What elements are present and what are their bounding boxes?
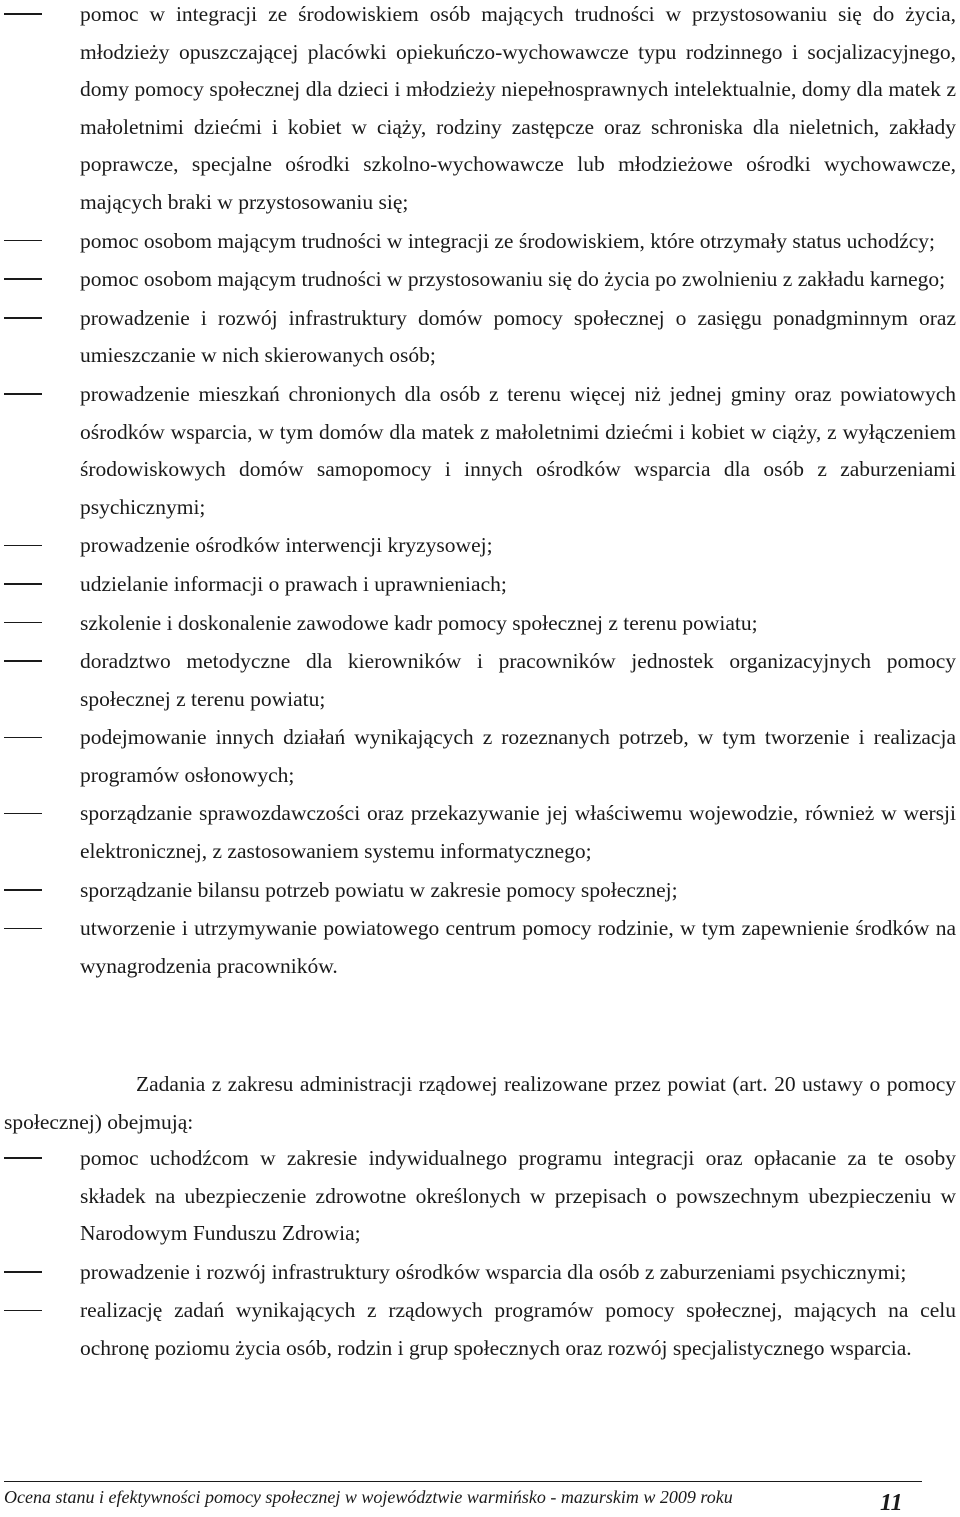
dash-bullet — [4, 795, 48, 833]
page-number: 11 — [880, 1490, 903, 1516]
list-item — [0, 643, 960, 718]
footer-title: Ocena stanu i efektywności pomocy społecznej w województwie warmińsko - mazurskim w 2009 roku — [4, 1487, 733, 1507]
list-item-text: realizację zadań wynikających z rządowych programów pomocy społecznej, mających na celu ochronę poziomu życia osób, rodzin i grup społecznych oraz rozwój specjalistycznego wsparcia. — [80, 1298, 956, 1360]
list-item — [0, 1292, 960, 1367]
dash-bullet — [4, 0, 48, 34]
dash-bullet — [4, 261, 48, 299]
list-item-text: podejmowanie innych działań wynikających z rozeznanych potrzeb, w tym tworzenie i realizacja programów osłonowych; — [80, 725, 956, 787]
list-item-text: sporządzanie sprawozdawczości oraz przekazywanie jej właściwemu wojewodzie, również w wersji elektronicznej, z zastosowaniem systemu informatycznego; — [80, 801, 956, 864]
list-item — [0, 261, 960, 299]
list-item-text: pomoc uchodźcom w zakresie indywidualnego programu integracji oraz opłacanie za te osoby składek na ubezpieczenie zdrowotne określonych w przepisach o powszechnym ubezpieczeniu w Narodowym Funduszu Zdrowia; — [80, 1146, 956, 1246]
list-item-text: pomoc osobom mającym trudności w przystosowaniu się do życia po zwolnieniu z zakładu karnego; — [80, 267, 946, 292]
list-item — [0, 376, 960, 526]
list-item-text: prowadzenie i rozwój infrastruktury domów pomocy społecznej o zasięgu ponadgminnym oraz umieszczanie w nich skierowanych osób; — [80, 305, 956, 368]
task-list-government — [0, 1140, 960, 1369]
dash-bullet — [4, 566, 48, 604]
list-item-text: sporządzanie bilansu potrzeb powiatu w zakresie pomocy społecznej; — [80, 877, 678, 902]
list-item-text: prowadzenie mieszkań chronionych dla osób z terenu więcej niż jednej gminy oraz powiatowych ośrodków wsparcia, w tym domów dla matek z małoletnimi dziećmi i kobiet w ciąży, z wyłączeniem środowiskowych domów samopomocy i innych ośrodków wsparcia dla osób z zaburzeniami psychicznymi; — [80, 381, 956, 519]
list-item — [0, 910, 960, 985]
list-item — [0, 1140, 960, 1253]
dash-bullet — [4, 1254, 48, 1292]
list-item-text: pomoc w integracji ze środowiskiem osób mających trudności w przystosowaniu się do życia, młodzieży opuszczającej placówki opiekuńczo-wychowawcze typu rodzinnego i socjalizacyjnego, domy pomocy społecznej dla dzieci i młodzieży niepełnosprawnych intelektualnie, domy dla matek z małoletnimi dziećmi i kobiet w ciąży, rodziny zastępcze oraz schroniska dla nieletnich, zakłady poprawcze, specjalne ośrodki szkolno-wychowawcze lub młodzieżowe ośrodki wychowawcze, mających braki w przystosowaniu się; — [80, 2, 956, 214]
list-item-text: prowadzenie i rozwój infrastruktury ośrodków wsparcia dla osób z zaburzeniami psychicznymi; — [80, 1259, 907, 1284]
intro-paragraph: Zadania z zakresu administracji rządowej realizowane przez powiat (art. 20 ustawy o pomocy społecznej) obejmują: — [4, 1072, 956, 1134]
dash-bullet — [4, 300, 48, 338]
dash-bullet — [4, 872, 48, 910]
dash-bullet — [4, 910, 48, 948]
list-item-text: pomoc osobom mającym trudności w integracji ze środowiskiem, które otrzymały status uchodźcy; — [80, 228, 936, 253]
dash-bullet — [4, 376, 48, 414]
dash-bullet — [4, 527, 48, 565]
dash-bullet — [4, 719, 48, 757]
list-item — [0, 300, 960, 375]
list-item — [0, 795, 960, 870]
list-item-text: udzielanie informacji o prawach i uprawnieniach; — [80, 571, 507, 596]
list-item-text: prowadzenie ośrodków interwencji kryzysowej; — [80, 533, 493, 558]
list-item — [0, 1254, 960, 1292]
footer-divider — [4, 1481, 922, 1482]
dash-bullet — [4, 223, 48, 261]
list-item-text: szkolenie i doskonalenie zawodowe kadr pomocy społecznej z terenu powiatu; — [80, 610, 758, 635]
dash-bullet — [4, 1292, 48, 1330]
list-item-text: doradztwo metodyczne dla kierowników i pracowników jednostek organizacyjnych pomocy społecznej z terenu powiatu; — [80, 649, 956, 711]
list-item — [0, 0, 960, 222]
list-item — [0, 223, 960, 261]
dash-bullet — [4, 643, 48, 681]
list-item — [0, 605, 960, 643]
list-item — [0, 527, 960, 565]
list-item — [0, 566, 960, 604]
dash-bullet — [4, 605, 48, 643]
dash-bullet — [4, 1140, 48, 1178]
list-item — [0, 719, 960, 794]
list-item — [0, 872, 960, 910]
list-item-text: utworzenie i utrzymywanie powiatowego centrum pomocy rodzinie, w tym zapewnienie środków na wynagrodzenia pracowników. — [80, 916, 956, 978]
